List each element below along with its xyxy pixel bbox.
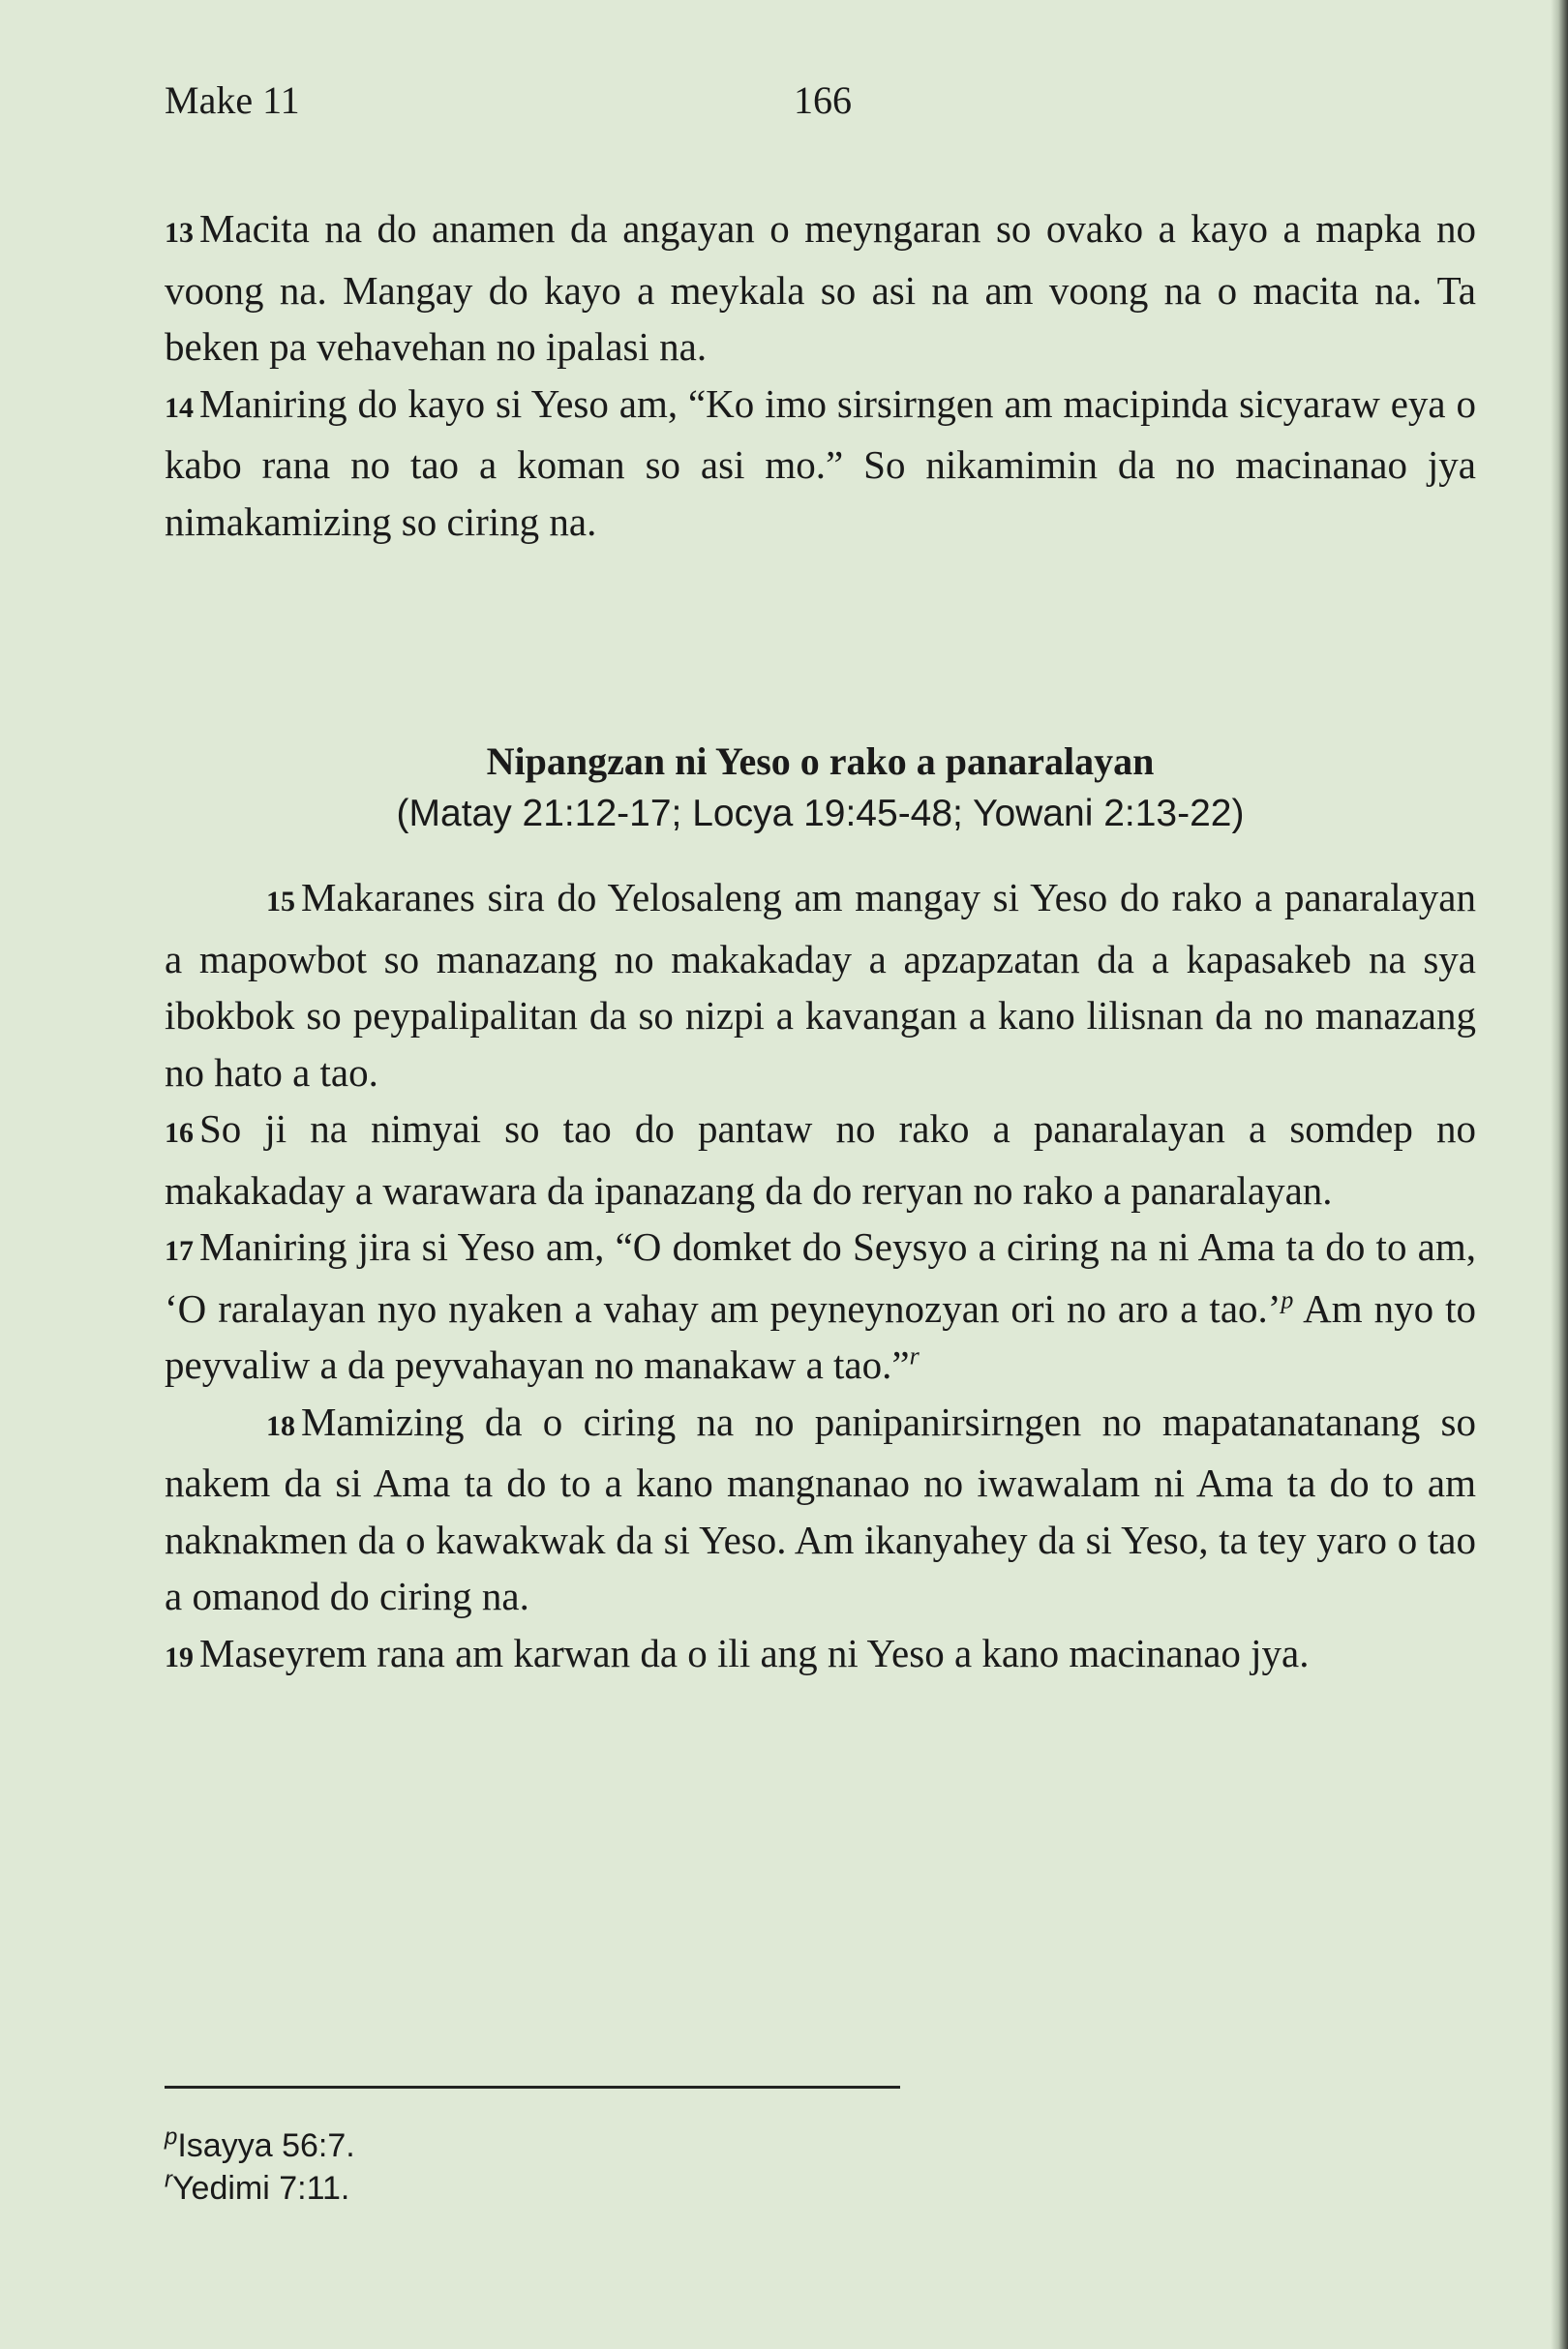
- footnote-p: [165, 2124, 939, 2167]
- verse-text: Maniring do kayo si Yeso am, “Ko imo sirsirngen am macipinda sicyaraw eya o kabo rana no tao a koman so asi mo.” So nikamimin da no macinanao jya nimakamizing so ciring na.: [165, 380, 1476, 544]
- verse-text: Makaranes sira do Yelosaleng am mangay si Yeso do rako a panaralayan a mapowbot so manazang no makakaday a apzapzatan da a kapasakeb na sya ibokbok so peypalipalitan da so nizpi a kavangan a kano lilisnan da no manazang no hato a tao.: [165, 875, 1476, 1095]
- footnote-ref-p[interactable]: p: [1281, 1284, 1294, 1313]
- verse-14: [165, 381, 1476, 544]
- verse-text: Macita na do anamen da angayan o meyngaran so ovako a kayo a mapka no voong na. Mangay do kayo a meykala so asi na am voong na o macita na. Ta beken pa vehavehan no ipalasi na.: [165, 206, 1476, 369]
- verse-18: [165, 1400, 1476, 1619]
- verse-13: [165, 206, 1476, 369]
- verse-17: [165, 1224, 1476, 1387]
- verse-number: 17: [165, 1235, 194, 1267]
- verse-number: 14: [165, 391, 194, 424]
- section-heading: [165, 736, 1476, 840]
- section-cross-references: (Matay 21:12-17; Locya 19:45-48; Yowani 2:13-22): [396, 793, 1245, 834]
- verse-text: Maseyrem rana am karwan da o ili ang ni Yeso a kano macinanao jya.: [199, 1630, 1310, 1675]
- verses-block-1: [165, 200, 1476, 550]
- page-number: 166: [794, 78, 852, 122]
- verse-number: 15: [266, 886, 295, 918]
- footnote-r: [165, 2167, 939, 2210]
- footnote-mark: r: [165, 2166, 172, 2193]
- section-title: Nipangzan ni Yeso o rako a panaralayan: [486, 739, 1155, 783]
- page-edge-shadow: [1551, 0, 1568, 2349]
- verse-number: 18: [266, 1409, 295, 1442]
- footnote-divider: [165, 2086, 900, 2089]
- verse-number: 19: [165, 1641, 194, 1673]
- footnote-mark: p: [165, 2123, 178, 2151]
- verse-19: [165, 1631, 1310, 1675]
- verse-16: [165, 1106, 1476, 1213]
- running-header: [165, 77, 1462, 136]
- footnote-text: Isayya 56:7.: [177, 2127, 355, 2164]
- verses-block-2: [165, 869, 1476, 1686]
- footnotes: [165, 2124, 939, 2210]
- verse-number: 13: [165, 217, 194, 249]
- footnote-text: Yedimi 7:11.: [172, 2170, 350, 2207]
- verse-15: [165, 875, 1476, 1095]
- verse-text: Mamizing da o ciring na no panipanirsirngen no mapatanatanang so nakem da si Ama ta do to a kano mangnanao no iwawalam ni Ama ta do to am naknakmen da o kawakwak da si Yeso. Am ikanyahey da si Yeso, ta tey yaro o tao a omanod do ciring na.: [165, 1399, 1476, 1618]
- verse-text: Maniring jira si Yeso am, “O domket do Seysyo a ciring na ni Ama ta do to am, ‘O raralayan nyo nyaken a vahay am peyneynozyan ori no aro a tao.’: [165, 1224, 1476, 1331]
- footnote-ref-r[interactable]: r: [909, 1341, 920, 1370]
- verse-text: Am nyo to peyvaliw a da peyvahayan no manakaw a tao.”: [165, 1285, 1476, 1387]
- book-chapter-label: Make 11: [165, 78, 300, 122]
- verse-text: So ji na nimyai so tao do pantaw no rako a panaralayan a somdep no makakaday a warawara da ipanazang da do reryan no rako a panaralayan.: [165, 1106, 1476, 1213]
- verse-number: 16: [165, 1117, 194, 1149]
